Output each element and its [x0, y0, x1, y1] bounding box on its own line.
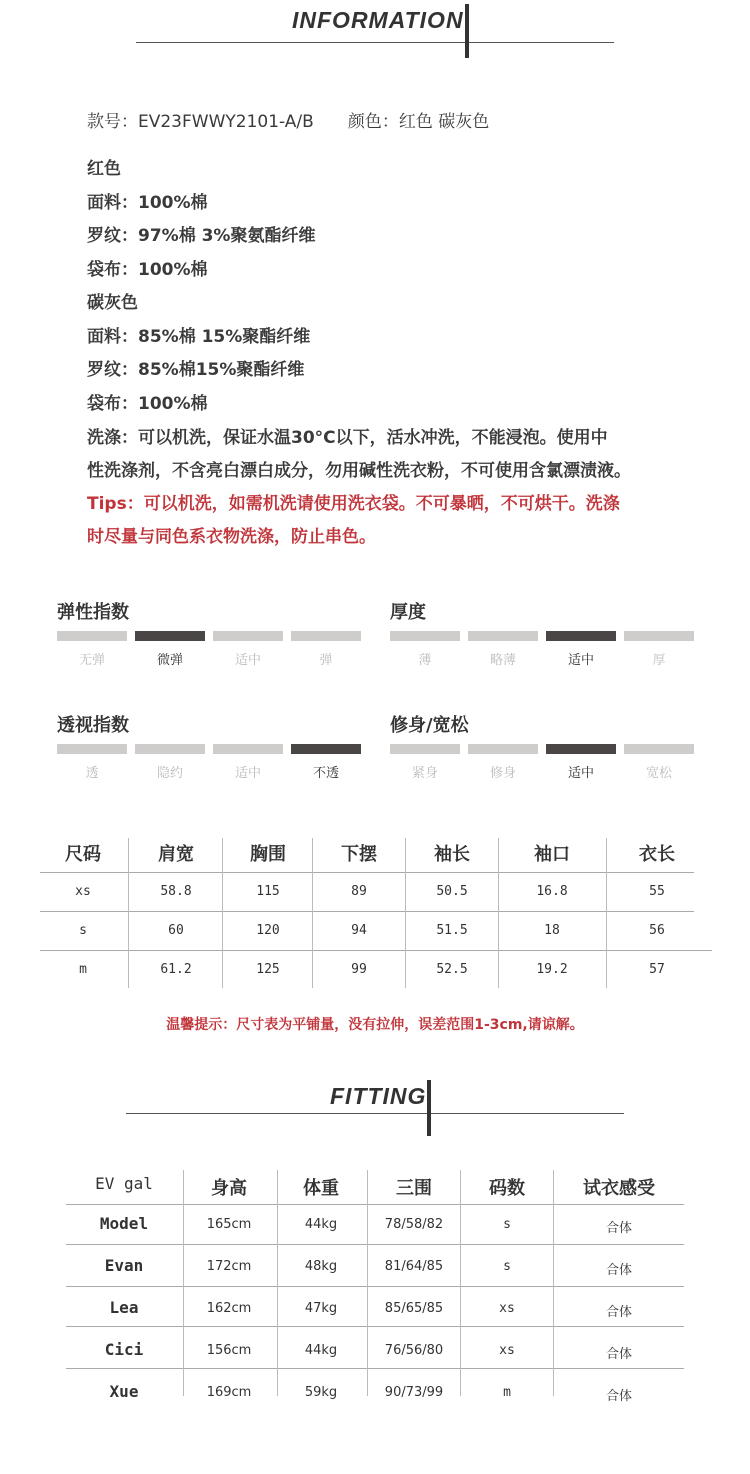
fitting-cell: 165cm: [206, 1217, 252, 1232]
rating-fit: [390, 711, 700, 781]
size-header-cell: 尺码: [65, 844, 101, 865]
size-cell: 50.5: [436, 884, 468, 899]
tips-line: 时尽量与同色系衣物洗涤，防止串色。: [87, 527, 376, 547]
column-divider: [277, 1170, 278, 1396]
rating-option-label: 厚: [652, 653, 666, 668]
rating-segment: [468, 744, 538, 754]
rating-option-label: 无弹: [78, 653, 105, 668]
size-header-cell: 袖长: [434, 844, 470, 865]
rating-option-label: 略薄: [489, 653, 516, 668]
size-header-cell: 胸围: [250, 844, 286, 865]
info-line: 罗纹：97%棉 3%聚氨酯纤维: [87, 226, 316, 246]
size-cell: m: [79, 962, 87, 977]
info-line: 碳灰色: [87, 293, 138, 313]
info-line: 面料：100%棉: [87, 193, 208, 213]
fitting-cell: m: [503, 1385, 511, 1400]
fitting-cell: 81/64/85: [384, 1259, 444, 1274]
rating-segment: [57, 744, 127, 754]
info-line: 洗涤：可以机洗，保证水温30°C以下，活水冲洗，不能浸泡。使用中: [87, 428, 608, 448]
information-title: INFORMATION: [292, 7, 464, 33]
rating-segment: [291, 744, 361, 754]
rating-segment: [390, 744, 460, 754]
rating-title: 透视指数: [57, 715, 129, 736]
column-divider: [405, 838, 406, 988]
fitting-cell: 合体: [605, 1389, 632, 1404]
size-cell: 115: [256, 884, 280, 899]
size-cell: 58.8: [160, 884, 192, 899]
size-header-cell: 肩宽: [158, 844, 194, 865]
size-cell: 18: [544, 923, 560, 938]
rating-title: 修身/宽松: [390, 715, 469, 736]
fitting-cell: 76/56/80: [384, 1343, 444, 1358]
rating-segment: [390, 631, 460, 641]
fitting-cell: Lea: [109, 1298, 139, 1317]
fitting-cell: Model: [99, 1214, 149, 1233]
size-cell: 19.2: [536, 962, 568, 977]
column-divider: [460, 1170, 461, 1396]
rating-option-label: 隐约: [156, 766, 183, 781]
fitting-header-cell: 码数: [489, 1178, 525, 1199]
fitting-cell: 59kg: [304, 1385, 338, 1400]
rating-segment: [546, 744, 616, 754]
fitting-cell: 44kg: [304, 1343, 338, 1358]
size-cell: 89: [351, 884, 367, 899]
fitting-cell: 172cm: [206, 1259, 252, 1274]
info-line: 罗纹：85%棉15%聚酯纤维: [87, 360, 305, 380]
rating-segment: [468, 631, 538, 641]
rating-option-label: 弹: [319, 653, 333, 668]
rating-segment: [135, 744, 205, 754]
row-divider: [66, 1326, 684, 1327]
row-divider: [66, 1244, 684, 1245]
size-header-cell: 衣长: [639, 844, 675, 865]
rating-option-label: 透: [85, 766, 99, 781]
fitting-cell: 90/73/99: [384, 1385, 444, 1400]
rating-option-label: 不透: [312, 766, 339, 781]
row-divider: [40, 872, 694, 873]
column-divider: [606, 838, 607, 988]
rating-title: 厚度: [390, 602, 426, 623]
rating-option-label: 适中: [234, 766, 261, 781]
rating-option-label: 微弹: [156, 653, 183, 668]
rating-option-label: 修身: [489, 766, 516, 781]
rating-option-label: 紧身: [411, 766, 438, 781]
fitting-header-cell: 试衣感受: [583, 1178, 655, 1199]
rating-option-label: 适中: [234, 653, 261, 668]
row-divider: [40, 911, 694, 912]
row-divider: [66, 1368, 684, 1369]
rating-segment: [624, 744, 694, 754]
rating-option-label: 薄: [418, 653, 432, 668]
information-header: [0, 0, 750, 60]
size-cell: 120: [256, 923, 280, 938]
fitting-cell: 合体: [605, 1263, 632, 1278]
column-divider: [498, 838, 499, 988]
information-rule: [136, 42, 614, 43]
size-cell: 52.5: [436, 962, 468, 977]
rating-segment: [291, 631, 361, 641]
rating-segment: [57, 631, 127, 641]
fitting-cell: 78/58/82: [384, 1217, 444, 1232]
rating-transparency: [57, 711, 367, 781]
fitting-cell: 48kg: [304, 1259, 338, 1274]
size-cell: 125: [256, 962, 280, 977]
size-cell: 51.5: [436, 923, 468, 938]
rating-segment: [135, 631, 205, 641]
info-line: 红色: [87, 159, 121, 179]
info-line: 袋布：100%棉: [87, 260, 208, 280]
size-cell: 16.8: [536, 884, 568, 899]
fitting-cell: Cici: [104, 1340, 144, 1359]
fitting-bar: [427, 1080, 431, 1136]
fitting-cell: Evan: [104, 1256, 144, 1275]
fitting-header-cell: 身高: [211, 1178, 247, 1199]
rating-option-label: 适中: [567, 653, 594, 668]
info-line: 袋布：100%棉: [87, 394, 208, 414]
size-cell: 56: [649, 923, 665, 938]
size-cell: 57: [649, 962, 665, 977]
rating-title: 弹性指数: [57, 602, 129, 623]
fitting-cell: 169cm: [206, 1385, 252, 1400]
fitting-cell: 85/65/85: [384, 1301, 444, 1316]
column-divider: [312, 838, 313, 988]
column-divider: [128, 838, 129, 988]
fitting-cell: 47kg: [304, 1301, 338, 1316]
information-bar: [465, 4, 469, 58]
size-cell: 55: [649, 884, 665, 899]
column-divider: [367, 1170, 368, 1396]
fitting-cell: 合体: [605, 1221, 632, 1236]
fitting-cell: s: [503, 1259, 511, 1274]
rating-segment: [546, 631, 616, 641]
fitting-header-cell: 三围: [396, 1178, 432, 1199]
row-divider: [66, 1286, 684, 1287]
tips-line: Tips：可以机洗，如需机洗请使用洗衣袋。不可暴晒，不可烘干。洗涤: [87, 494, 620, 514]
size-cell: s: [79, 923, 87, 938]
fitting-cell: s: [503, 1217, 511, 1232]
fitting-header-cell: 体重: [303, 1178, 339, 1199]
size-cell: xs: [75, 884, 91, 899]
size-note: 温馨提示：尺寸表为平铺量，没有拉伸，误差范围1-3cm,请谅解。: [166, 1017, 584, 1033]
fitting-header: [0, 1076, 750, 1136]
size-cell: 99: [351, 962, 367, 977]
info-line: 面料：85%棉 15%聚酯纤维: [87, 327, 311, 347]
column-divider: [553, 1170, 554, 1396]
size-cell: 61.2: [160, 962, 192, 977]
size-cell: 94: [351, 923, 367, 938]
rating-option-label: 适中: [567, 766, 594, 781]
fitting-title: FITTING: [330, 1083, 427, 1109]
fitting-cell: 162cm: [206, 1301, 252, 1316]
fitting-header-cell: EV gal: [95, 1174, 153, 1193]
fitting-cell: 合体: [605, 1305, 632, 1320]
product-code-line: 款号：EV23FWWY2101-A/B 颜色：红色 碳灰色: [87, 112, 490, 132]
column-divider: [183, 1170, 184, 1396]
fitting-cell: 156cm: [206, 1343, 252, 1358]
column-divider: [222, 838, 223, 988]
row-divider: [40, 950, 712, 951]
fitting-cell: xs: [499, 1301, 515, 1316]
size-header-cell: 下摆: [341, 844, 377, 865]
fitting-cell: 44kg: [304, 1217, 338, 1232]
rating-elasticity: [57, 598, 367, 668]
rating-option-label: 宽松: [645, 766, 672, 781]
size-cell: 60: [168, 923, 184, 938]
rating-segment: [624, 631, 694, 641]
row-divider: [66, 1204, 684, 1205]
rating-segment: [213, 744, 283, 754]
fitting-cell: 合体: [605, 1347, 632, 1362]
rating-thickness: [390, 598, 700, 668]
fitting-cell: Xue: [109, 1382, 139, 1401]
rating-segment: [213, 631, 283, 641]
info-line: 性洗涤剂，不含亮白漂白成分，勿用碱性洗衣粉，不可使用含氯漂渍液。: [87, 461, 631, 481]
size-header-cell: 袖口: [534, 844, 570, 865]
fitting-rule: [126, 1113, 624, 1114]
fitting-cell: xs: [499, 1343, 515, 1358]
